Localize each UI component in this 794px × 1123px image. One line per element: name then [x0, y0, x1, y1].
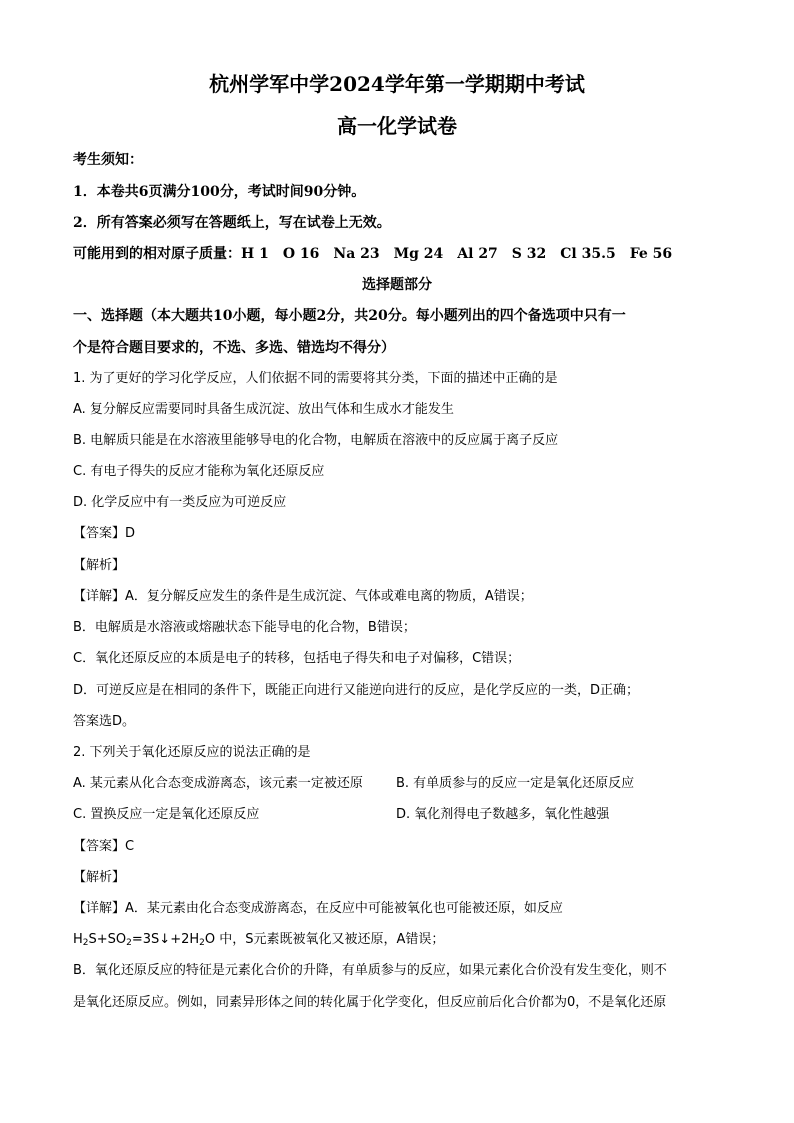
q1-option-b: B. 电解质只能是在水溶液里能够导电的化合物，电解质在溶液中的反应属于离子反应 [73, 433, 559, 448]
exam-subtitle: 高一化学试卷 [337, 114, 457, 138]
q1-detail-d: D．可逆反应是在相同的条件下，既能正向进行又能逆向进行的反应，是化学反应的一类，D正确； [73, 683, 640, 698]
eq-mid: =3S↓+2H [131, 932, 200, 947]
eq-h2o-sub: 2 [199, 938, 205, 948]
q1-answer: 【答案】D [73, 526, 136, 541]
q2-detail-a: 【详解】A．某元素由化合态变成游离态，在反应中可能被氧化也可能被还原，如反应 [73, 901, 563, 916]
eq-so-sub: 2 [126, 938, 132, 948]
q1-option-d: D. 化学反应中有一类反应为可逆反应 [73, 495, 287, 510]
q2-option-d: D. 氧化剂得电子数越多，氧化性越强 [396, 807, 610, 822]
q2-options-row-2 [73, 806, 610, 824]
eq-s-plus-so: S+SO [88, 932, 127, 947]
q1-analysis-label: 【解析】 [73, 558, 126, 573]
q1-detail-c: C．氧化还原反应的本质是电子的转移，包括电子得失和电子对偏移，C错误； [73, 651, 521, 666]
q1-option-c: C. 有电子得失的反应才能称为氧化还原反应 [73, 464, 325, 479]
q2-detail-b-line-2: 是氧化还原反应。例如，同素异形体之间的转化属于化学变化，但反应前后化合价都为0，不是氧化还原 [73, 995, 667, 1010]
q2-equation-line [73, 931, 444, 949]
part-description-line-2: 个是符合题目要求的，不选、多选、错选均不得分） [73, 340, 395, 356]
section-heading: 选择题部分 [362, 277, 432, 293]
eq-h: H [73, 932, 83, 947]
q1-conclusion: 答案选D。 [73, 714, 136, 729]
eq-h-sub: 2 [82, 938, 89, 948]
q2-option-c: C. 置换反应一定是氧化还原反应 [73, 807, 260, 822]
q1-stem: 1. 为了更好的学习化学反应，人们依据不同的需要将其分类，下面的描述中正确的是 [73, 371, 558, 386]
exam-title: 杭州学军中学2024学年第一学期期中考试 [209, 72, 585, 96]
q2-option-b: B. 有单质参与的反应一定是氧化还原反应 [396, 776, 635, 791]
part-description-line-1: 一、选择题（本大题共10小题，每小题2分，共20分。每小题列出的四个备选项中只有一 [73, 308, 626, 324]
q2-option-a: A. 某元素从化合态变成游离态，该元素一定被还原 [73, 776, 363, 791]
q1-detail-b: B．电解质是水溶液或熔融状态下能导电的化合物，B错误； [73, 620, 416, 635]
notice-item-1: 1．本卷共6页满分100分，考试时间90分钟。 [73, 184, 366, 200]
atomic-masses: 可能用到的相对原子质量：H 1 O 16 Na 23 Mg 24 Al 27 S 32 Cl 35.5 Fe 56 [73, 246, 673, 262]
notice-item-2: 2．所有答案必须写在答题纸上，写在试卷上无效。 [73, 215, 391, 231]
q2-answer: 【答案】C [73, 839, 135, 854]
q2-analysis-label: 【解析】 [73, 870, 126, 885]
q2-detail-b-line-1: B．氧化还原反应的特征是元素化合价的升降，有单质参与的反应，如果元素化合价没有发生变化，则不 [73, 963, 667, 978]
q1-option-a: A. 复分解反应需要同时具备生成沉淀、放出气体和生成水才能发生 [73, 402, 454, 417]
q2-options-row-1 [73, 775, 635, 793]
eq-tail: O 中，S元素既被氧化又被还原，A错误； [204, 932, 445, 947]
q1-detail-a: 【详解】A．复分解反应发生的条件是生成沉淀、气体或难电离的物质，A错误； [73, 589, 533, 604]
q2-stem: 2. 下列关于氧化还原反应的说法正确的是 [73, 745, 311, 760]
notice-heading: 考生须知： [73, 152, 143, 168]
